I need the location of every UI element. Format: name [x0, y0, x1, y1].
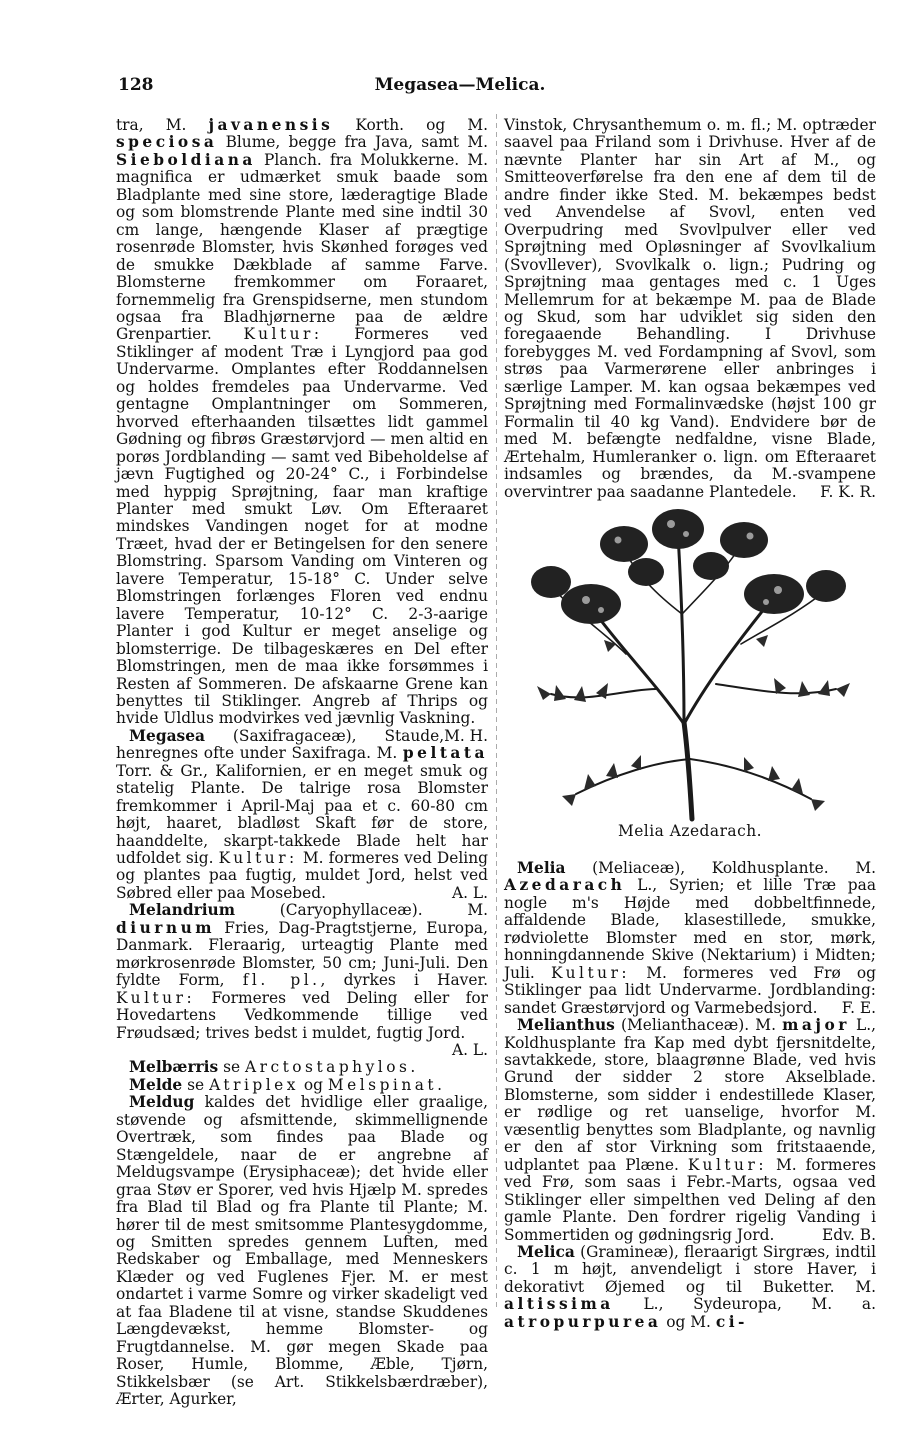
column-divider	[496, 114, 497, 1310]
author-signature: F. E.	[841, 998, 876, 1017]
headword: Melde	[129, 1075, 183, 1094]
melia-azedarach-illustration	[506, 494, 878, 824]
entry-meldug-continuation: Vinstok, Chrysanthemum o. m. fl.; M. optræder saavel paa Friland som i Drivhuse. Hver af de nævnte Planter har sin Art af M., og Smitteoverførelse fra den ene af dem til de andre finder ikke Sted. M. bekæmpes bedst ved Anvendelse af Svovl, enten ved Overpudring med Svovlpulver eller ved Sprøjtning med Opløsninger af Svovlkalium (Svovllever), Svovlkalk o. lign.; Pudring og Sprøjtning maa gentages med c. 1 Uges Mellemrum for at bekæmpe M. paa de Blade og Skud, som har udviklet sig siden den foregaaende Behandling. I Drivhuse forebygges M. ved Fordampning af Svovl, som strøs paa Varmerørene eller anbringes i særlige Lamper. M. kan ogsaa bekæmpes ved Sprøjtning med Formalinvædske (højst 100 gr Formalin til 40 kg Vand). Endvidere bør de med M. befængte nedfaldne, visne Blade, Ærtehalm, Humleranker o. lign. om Efteraaret indsamles og brændes, da M.-svampene overvintrer paa saadanne Plantedele. F. K. R.	[504, 116, 876, 501]
entry-melianthus: Melianthus (Melianthaceæ). M. major L., Koldhusplante fra Kap med dybt fjersnitdelte, savtakkede, store, blaagrønne Blade, ved hvis Grund der sidder 2 store Akselblade. Blomsterne, som sidder i endestillede Klaser, er rødlige og ret uanselige, hvorfor M. væsentlig benyttes som Bladplante, og navnlig er den af stor Virkning som fritstaaende, udplantet paa Plæne. Kultur: M. formeres ved Frø, som saas i Febr.-Marts, ogsaa ved Stiklinger eller simpelthen ved Deling af den gamle Plante. Den fordrer rigelig Vanding i Sommertiden og gødningsrig Jord. Edv. B.	[504, 1016, 876, 1244]
running-title: Megasea—Melica.	[374, 75, 546, 95]
entry-continuation: tra, M. javanensis Korth. og M. speciosa Blume, begge fra Java, samt M. Sieboldiana Planch. fra Molukkerne. M. magnifica er udmærket smuk baade som Bladplante med sine store, læderagtige Blade og som blomstrende Plante med sine indtil 30 cm lange, hængende Klaser af prægtige rosenrøde Blomster, hvis Skønhed forøges ved de smukke Dækblade af samme Farve. Blomsterne fremkommer om Foraaret, fornemmelig fra Grenspidserne, men stundom ogsaa fra Bladhjørnerne paa de ældre Grenpartier. Kultur: Formeres ved Stiklinger af modent Træ i Lyngjord paa god Undervarme. Omplantes efter Roddannelsen og holdes fremdeles paa Undervarme. Ved gentagne Omplantninger om Sommeren, hvorved efterhaanden tilsættes lidt gammel Gødning og fibrøs Græstørvjord — men altid en porøs Jordblanding — samt ved Bibeholdelse af jævn Fugtighed og 20-24° C., i Forbindelse med hyppig Sprøjtning, faar man kraftige Planter med smukt Løv. Om Efteraaret mindskes Vandingen noget for at modne Træet, hvad der er Betingelsen for den senere Blomstring. Sparsom Vanding om Vinteren og lavere Temperatur, 15-18° C. Under selve Blomstringen forlænges Floren ved endnu lavere Temperatur, 10-12° C. 2-3-aarige Planter i god Kultur er meget anselige og blomsterrige. De tilbageskæres en Del efter Blomstringen, men de maa ikke forsømmes i Resten af Sommeren. De afskaarne Grene kan benyttes til Stiklinger. Angreb af Thrips og hvide Uldlus modvirkes ved jævnlig Vaskning. M. H.	[116, 116, 488, 745]
entry-melbaerris: Melbærris se Arctostaphylos.	[129, 1058, 419, 1077]
author-signature: A. L.	[451, 1041, 488, 1060]
author-signature: M. H.	[444, 726, 488, 745]
headword: Melianthus	[517, 1016, 615, 1035]
entry-melia: Melia (Meliaceæ), Koldhusplante. M. Azedarach L., Syrien; et lille Træ paa nogle m's Højde med dobbeltfinnede, affaldende Blade, klasestillede, smukke, rødviolette Blomster med en stor, mørk, honningdannende Skive (Nektarium) i Midten; Juli. Kultur: M. formeres ved Frø og Stiklinger paa lidt Undervarme. Jordblanding: sandet Græstørvjord og Varmebedsjord. F. E.	[504, 859, 876, 1017]
entry-melica: Melica (Gramineæ), fleraarigt Sirgræs, indtil c. 1 m højt, anvendeligt i store Haver, i dekorativt Øjemed og til Buketter. M. altissima L., Sydeuropa, M. a. atropurpurea og M. ci-	[504, 1242, 876, 1331]
author-signature: A. L.	[451, 883, 488, 902]
entry-megasea: Megasea (Saxifragaceæ), Staude, henregnes ofte under Saxifraga. M. peltata Torr. & Gr., Kalifornien, er en meget smuk og statelig Plante. De talrige rosa Blomster fremkommer i April-Maj paa et c. 60-80 cm højt, haaret, bladløst Skaft før de store, haanddelte, skarpt-takkede Blade helt har udfoldet sig. Kultur: M. formeres ved Deling og plantes paa fugtig, muldet Jord, helst ved Søbred eller paa Mosebed. A. L.	[116, 726, 488, 902]
figure-caption: Melia Azedarach.	[617, 822, 763, 840]
page-number: 128	[118, 75, 154, 95]
headword: Melia	[517, 859, 566, 877]
headword: Megasea	[129, 726, 205, 745]
entry-melde: Melde se Atriplex og Melspinat.	[129, 1075, 446, 1094]
headword: Melbærris	[129, 1058, 219, 1077]
right-column-top	[504, 117, 876, 501]
entry-meldug: Meldug kaldes det hvidlige eller graalige, støvende og afsmittende, skimmellignende Overtræk, som findes paa Blade og Stængeldele, naar de er angrebne af Meldugsvampe (Erysiphaceæ); det hvide eller graa Støv er Sporer, ved hvis Hjælp M. spredes fra Blad til Blad og fra Plante til Plante; M. hører til de mest smitsomme Plantesygdomme, og Smitten spredes gennem Luften, med Redskaber og Emballage, med Menneskers Klæder og ved Fuglenes Fjer. M. er mest ondartet i varme Somre og virker skadeligt ved at faa Bladene til at visne, standse Skuddenes Længdevækst, hemme Blomster- og Frugtdannelse. M. gør megen Skade paa Roser, Humle, Blomme, Æble, Tjørn, Stikkelsbær (se Art. Stikkelsbærdræber), Ærter, Agurker,	[116, 1093, 488, 1409]
headword: Melandrium	[129, 901, 236, 920]
author-signature: F. K. R.	[820, 482, 876, 501]
entry-melandrium: Melandrium (Caryophyllaceæ). M. diurnum Fries, Dag-Pragtstjerne, Europa, Danmark. Fleraarig, urteagtig Plante med mørkrosenrøde Blomster, 50 cm; Juni-Juli. Den fyldte Form, fl. pl., dyrkes i Haver. Kultur: Formeres ved Deling eller for Hovedartens Vedkommende tillige ved Frøudsæd; trives bedst i muldet, fugtig Jord.	[116, 901, 488, 1042]
left-column	[116, 117, 488, 1409]
right-column-bottom	[504, 860, 876, 1331]
author-signature: Edv. B.	[822, 1225, 876, 1244]
headword: Melica	[517, 1242, 575, 1261]
headword: Meldug	[129, 1093, 195, 1112]
